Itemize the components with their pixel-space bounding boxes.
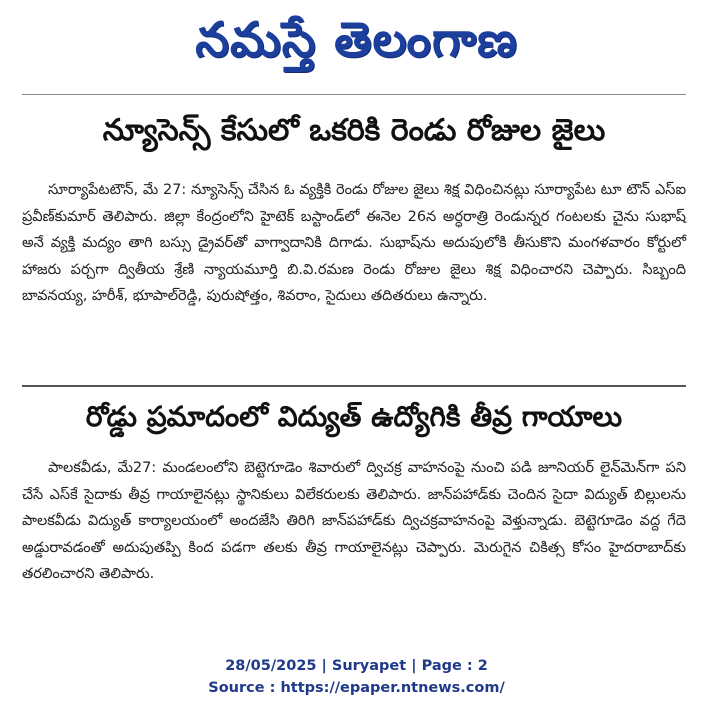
news-clipping [22, 94, 686, 635]
masthead-logo: నమస్తే తెలంగాణ [195, 12, 518, 68]
source-footer [0, 655, 713, 699]
footer-date-line: 28/05/2025 | Suryapet | Page : 2 [225, 658, 488, 674]
article-1-headline: న్యూసెన్స్ కేసులో ఒకరికి రెండు రోజుల జైలు [102, 113, 606, 148]
article-2-headline: రోడ్డు ప్రమాదంలో విద్యుత్ ఉద్యోగికి తీవ్ర గాయాలు [85, 400, 623, 433]
masthead [0, 8, 713, 78]
footer-source-line[interactable]: Source : https://epaper.ntnews.com/ [208, 680, 505, 696]
article-divider [22, 385, 686, 387]
article-2-body: పాలకవీడు, మే27: మండలంలోని బెట్టెగూడెం శివారులో ద్విచక్ర వాహనంపై నుంచి పడి జూనియర్ లైన్‌మెన్‌గా పని చేసే ఎస్‌కే సైదాకు తీవ్ర గాయాలైనట్లు స్థానికులు విలేకరులకు తెలిపారు. జాన్‌పహాడ్‌కు చెందిన సైదా విద్యుత్ బిల్లులను పాలకవీడు విద్యుత్ కార్యాలయంలో అందజేసి తిరిగి జాన్‌పహాడ్‌కు ద్విచక్రవాహనంపై వెళ్తున్నాడు. బెట్టెగూడెం వద్ద గేదె అడ్డురావడంతో అదుపుతప్పి కింద పడగా తలకు తీవ్ర గాయాలైనట్లు చెప్పారు. మెరుగైన చికిత్స కోసం హైదరాబాద్‌కు తరలించారని తెలిపారు. [22, 460, 686, 582]
article-1-body: సూర్యాపేటటౌన్, మే 27: న్యూసెన్స్ చేసిన ఓ వ్యక్తికి రెండు రోజుల జైలు శిక్ష విధించినట్లు సూర్యాపేట టూ టౌన్ ఎస్ఐ ప్రవీణ్‌కుమార్ తెలిపారు. జిల్లా కేంద్రంలోని హైటెక్ బస్టాండ్‌లో ఈనెల 26న అర్ధరాత్రి రెండున్నర గంటలకు చైను సుభాష్ అనే వ్యక్తి మద్యం తాగి బస్సు డ్రైవర్‌తో వాగ్వాదానికి దిగాడు. సుభాష్‌ను అదుపులోకి తీసుకొని మంగళవారం కోర్టులో హాజరు పర్చగా ద్వితీయ శ్రేణి న్యాయమూర్తి బి.వి.రమణ రెండు రోజుల జైలు శిక్ష విధించారని చెప్పారు. సిబ్బంది బావనయ్య, హరీశ్, భూపాల్‌రెడ్డి, పురుషోత్తం, శివరాం, సైదులు తదితరులు ఉన్నారు. [22, 182, 686, 304]
